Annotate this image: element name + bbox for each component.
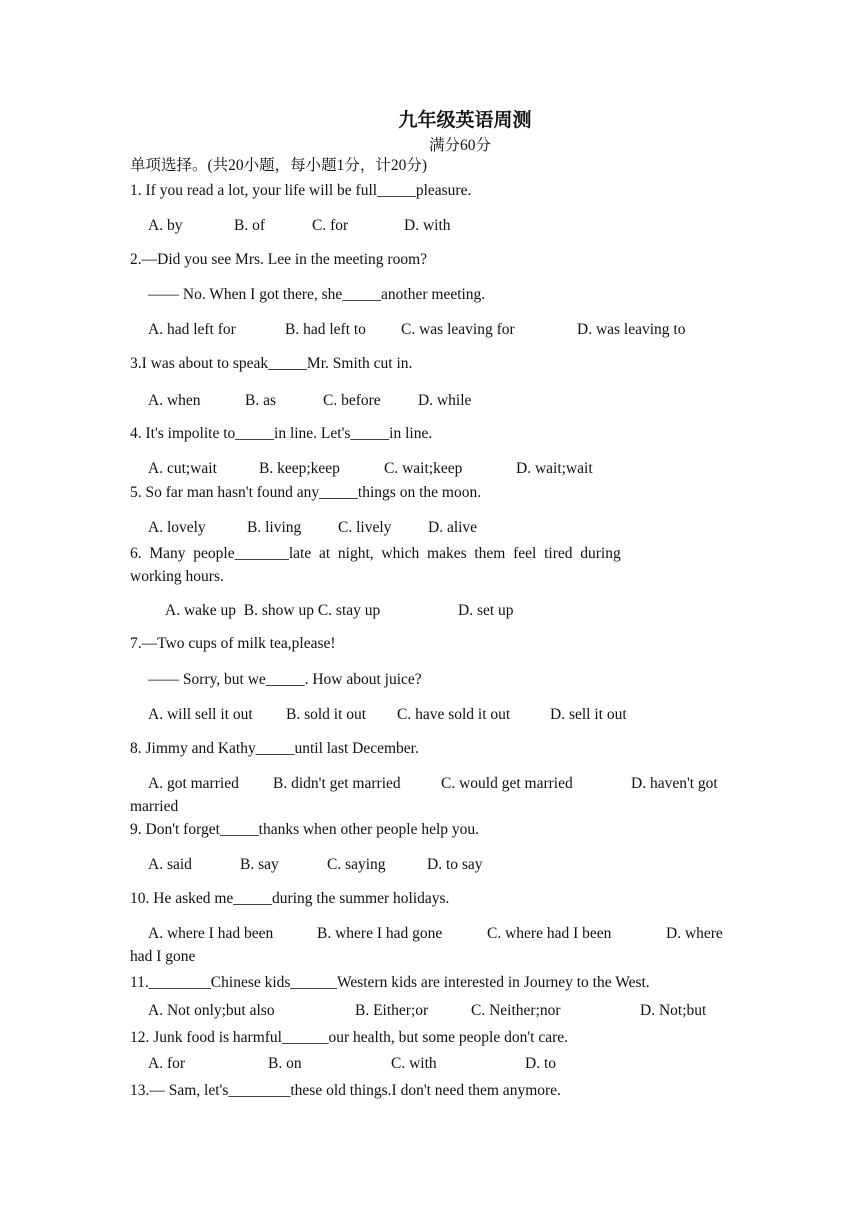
section-heading: 单项选择。(共20小题，每小题1分，计20分) — [130, 157, 428, 174]
question-1-option-a: A. by — [148, 217, 183, 234]
question-12-option-d: D. to — [525, 1055, 556, 1072]
question-11-option-d: D. Not;but — [640, 1002, 707, 1019]
question-2-option-b: B. had left to — [285, 321, 366, 338]
question-11-option-a: A. Not only;but also — [148, 1002, 275, 1019]
question-12-option-a: A. for — [148, 1055, 186, 1072]
question-3-option-b: B. as — [245, 392, 276, 409]
question-12-option-c: C. with — [391, 1055, 437, 1072]
question-6-stem-continued: working hours. — [130, 568, 224, 585]
question-4-stem: 4. It's impolite to_____in line. Let's_____in line. — [130, 425, 433, 442]
question-4-option-d: D. wait;wait — [516, 460, 593, 477]
question-7-option-d: D. sell it out — [550, 706, 627, 723]
question-7-reply: —— Sorry, but we_____. How about juice? — [148, 671, 422, 688]
question-3-stem: 3.I was about to speak_____Mr. Smith cut in. — [130, 355, 413, 372]
question-10-option-d-continued: had I gone — [130, 948, 196, 965]
question-5-option-b: B. living — [247, 519, 302, 536]
question-12-stem: 12. Junk food is harmful______our health, but some people don't care. — [130, 1029, 568, 1046]
question-7-stem: 7.—Two cups of milk tea,please! — [130, 635, 336, 652]
question-8-option-b: B. didn't get married — [273, 775, 401, 792]
page-title: 九年级英语周测 — [398, 110, 532, 131]
question-6-stem: 6. Many people_______late at night, which makes them feel tired during — [130, 545, 621, 562]
question-4-option-b: B. keep;keep — [259, 460, 340, 477]
question-4-option-a: A. cut;wait — [148, 460, 217, 477]
question-5-option-a: A. lovely — [148, 519, 206, 536]
question-10-option-c: C. where had I been — [487, 925, 612, 942]
question-9-option-b: B. say — [240, 856, 279, 873]
question-7-option-a: A. will sell it out — [148, 706, 253, 723]
question-1-stem: 1. If you read a lot, your life will be full_____pleasure. — [130, 182, 472, 199]
question-2-reply: —— No. When I got there, she_____another meeting. — [148, 286, 486, 303]
question-10-option-d: D. where — [666, 925, 723, 942]
question-9-option-d: D. to say — [427, 856, 483, 873]
question-3-option-c: C. before — [323, 392, 381, 409]
question-9-option-a: A. said — [148, 856, 192, 873]
question-5-option-d: D. alive — [428, 519, 478, 536]
question-9-stem: 9. Don't forget_____thanks when other people help you. — [130, 821, 480, 838]
question-1-option-d: D. with — [404, 217, 451, 234]
question-8-stem: 8. Jimmy and Kathy_____until last December. — [130, 740, 419, 757]
question-5-option-c: C. lively — [338, 519, 392, 536]
question-10-option-b: B. where I had gone — [317, 925, 443, 942]
question-2-stem: 2.—Did you see Mrs. Lee in the meeting room? — [130, 251, 428, 268]
question-6-options-abc: A. wake up B. show up C. stay up — [165, 602, 381, 619]
question-12-option-b: B. on — [268, 1055, 302, 1072]
question-7-option-b: B. sold it out — [286, 706, 367, 723]
question-2-option-a: A. had left for — [148, 321, 236, 338]
question-9-option-c: C. saying — [327, 856, 386, 873]
page-subtitle: 满分60分 — [428, 137, 491, 154]
question-3-option-a: A. when — [148, 392, 201, 409]
question-8-option-c: C. would get married — [441, 775, 573, 792]
question-4-option-c: C. wait;keep — [384, 460, 463, 477]
question-8-option-d-continued: married — [130, 798, 179, 815]
question-13-stem: 13.— Sam, let's________these old things.I don't need them anymore. — [130, 1082, 561, 1099]
question-1-option-c: C. for — [312, 217, 349, 234]
question-8-option-d: D. haven't got — [631, 775, 718, 792]
question-11-stem: 11.________Chinese kids______Western kids are interested in Journey to the West. — [130, 974, 650, 991]
question-6-option-d: D. set up — [458, 602, 514, 619]
question-2-option-c: C. was leaving for — [401, 321, 515, 338]
question-2-option-d: D. was leaving to — [577, 321, 686, 338]
question-10-option-a: A. where I had been — [148, 925, 274, 942]
question-11-option-c: C. Neither;nor — [471, 1002, 561, 1019]
question-11-option-b: B. Either;or — [355, 1002, 429, 1019]
question-8-option-a: A. got married — [148, 775, 239, 792]
question-7-option-c: C. have sold it out — [397, 706, 511, 723]
question-3-option-d: D. while — [418, 392, 472, 409]
question-1-option-b: B. of — [234, 217, 265, 234]
question-10-stem: 10. He asked me_____during the summer holidays. — [130, 890, 450, 907]
question-5-stem: 5. So far man hasn't found any_____things on the moon. — [130, 484, 482, 501]
